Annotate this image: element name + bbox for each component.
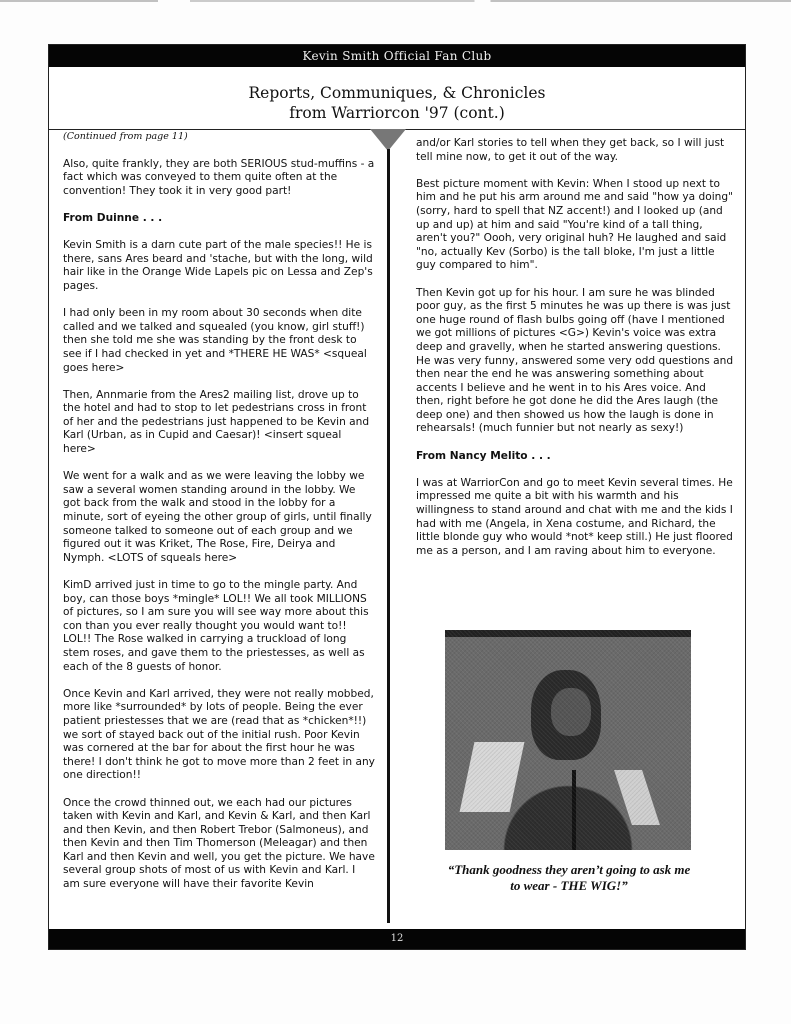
paragraph: KimD arrived just in time to go to the mingle party. And boy, can those boys *mingle* LOL!! We all took MILLIONS of pictures, so I am sure you will see way more about this con than you ever really thought you would want to!! LOL!! The Rose walked in carrying a truckload of long stem roses, and gave them to the priestesses, as well as each of the 8 guests of honor.	[63, 579, 369, 673]
page-number: 12	[49, 929, 745, 949]
left-column	[63, 130, 375, 905]
caption-line-1: “Thank goodness they aren’t going to ask me	[447, 862, 691, 877]
paragraph: Then, Annmarie from the Ares2 mailing list, drove up to the hotel and had to stop to let pedestrians cross in front of her and the pedestrians just happened to be Kevin and Karl (Urban, as in Cupid and Caesar)! <insert squeal here>	[63, 388, 370, 456]
paragraph: I had only been in my room about 30 seconds when dite called and we talked and squealed (you know, girl stuff!) then she told me she was standing by the front desk to see if I had checked in yet and *THERE HE WAS* <squeal goes here>	[63, 307, 367, 374]
title-line-1: Reports, Communiques, & Chronicles	[248, 84, 546, 102]
paragraph: and/or Karl stories to tell when they get back, so I will just tell mine now, to get it out of the way.	[416, 137, 725, 163]
paragraph: Kevin Smith is a darn cute part of the male species!! He is there, sans Ares beard and 'stache, but with the long, wild hair like in the Orange Wide Lapels pic on Lessa and Zep's pages.	[63, 239, 373, 292]
title-line-2: from Warriorcon '97 (cont.)	[289, 104, 505, 122]
paragraph: I was at WarriorCon and go to meet Kevin several times. He impressed me quite a bit with his warmth and his willingness to stand around and chat with me and the kids I had with me (Angela, in Xena costume, and Richard, the little blonde guy who would *not* keep still.) He just floored me as a person, and I am raving about him to everyone.	[416, 476, 733, 557]
banner: Kevin Smith Official Fan Club	[49, 45, 745, 67]
right-paragraphs	[416, 137, 734, 558]
photo-grain	[445, 630, 691, 850]
continued-note: (Continued from page 11)	[63, 131, 188, 142]
article-title	[49, 83, 745, 123]
paragraph: Best picture moment with Kevin: When I stood up next to him and he put his arm around me and said "how ya doing" (sorry, hard to spell that NZ accent!) and I looked up (and up and up) at him and said "You're kind of a tall thing, aren't you?" Oooh, very original huh? He laughed and said "no, actually Kev (Sorbo) is the tall bloke, I'm just a little guy compared to him".	[416, 177, 733, 272]
section-heading: From Duinne . . .	[63, 211, 163, 224]
scan-artifact	[0, 0, 791, 2]
newsletter-page	[48, 44, 746, 950]
paragraph: Once Kevin and Karl arrived, they were not really mobbed, more like *surrounded* by lots of people. Being the ever patient priestesses that we are (read that as *chicken*!!) we sort of stayed back out of the initial rush. Poor Kevin was cornered at the bar for about the first hour he was there! I don't think he got to move more than 2 feet in any one direction!!	[63, 687, 375, 782]
photo	[445, 630, 691, 850]
paragraph: Once the crowd thinned out, we each had our pictures taken with Kevin and Karl, and Kevin & Karl, and then Karl and then Kevin, and then Robert Trebor (Salmoneus), and then Kevin and then Tim Thomerson (Meleagar) and then Karl and then Kevin and well, you get the picture. We have several group shots of most of us with Kevin and Karl. I am sure everyone will have their favorite Kevin	[63, 796, 375, 891]
paragraph: We went for a walk and as we were leaving the lobby we saw a several women standing around in the lobby. We got back from the walk and stood in the lobby for a minute, sort of eyeing the other group of girls, until finally someone talked to someone out of each group and we figured out it was Kriket, The Rose, Fire, Deirya and Nymph. <LOTS of squeals here>	[63, 470, 372, 564]
right-column	[416, 137, 734, 572]
section-heading: From Nancy Melito . . .	[416, 449, 551, 462]
column-divider	[387, 149, 390, 923]
left-paragraphs	[63, 158, 375, 892]
paragraph: Then Kevin got up for his hour. I am sure he was blinded poor guy, as the first 5 minutes he was up there is was just one huge round of flash bulbs going off (have I mentioned we got millions of pictures <G>) Kevin's voice was extra deep and gravelly, when he started answering questions. He was very funny, answered some very odd questions and then near the end he was answering something about accents I believe and he went in to his Ares voice. And then, right before he got done he did the Ares laugh (the deep one) and then showed us how the laugh is done in rehearsals! (much funnier but not nearly as sexy!)	[416, 286, 734, 435]
column-divider-triangle-icon	[370, 129, 406, 151]
paragraph: Also, quite frankly, they are both SERIOUS stud-muffins - a fact which was conveyed to them quite often at the convention! They took it in very good part!	[63, 157, 375, 197]
photo-caption	[419, 862, 719, 893]
caption-line-2: to wear - THE WIG!”	[510, 877, 628, 893]
